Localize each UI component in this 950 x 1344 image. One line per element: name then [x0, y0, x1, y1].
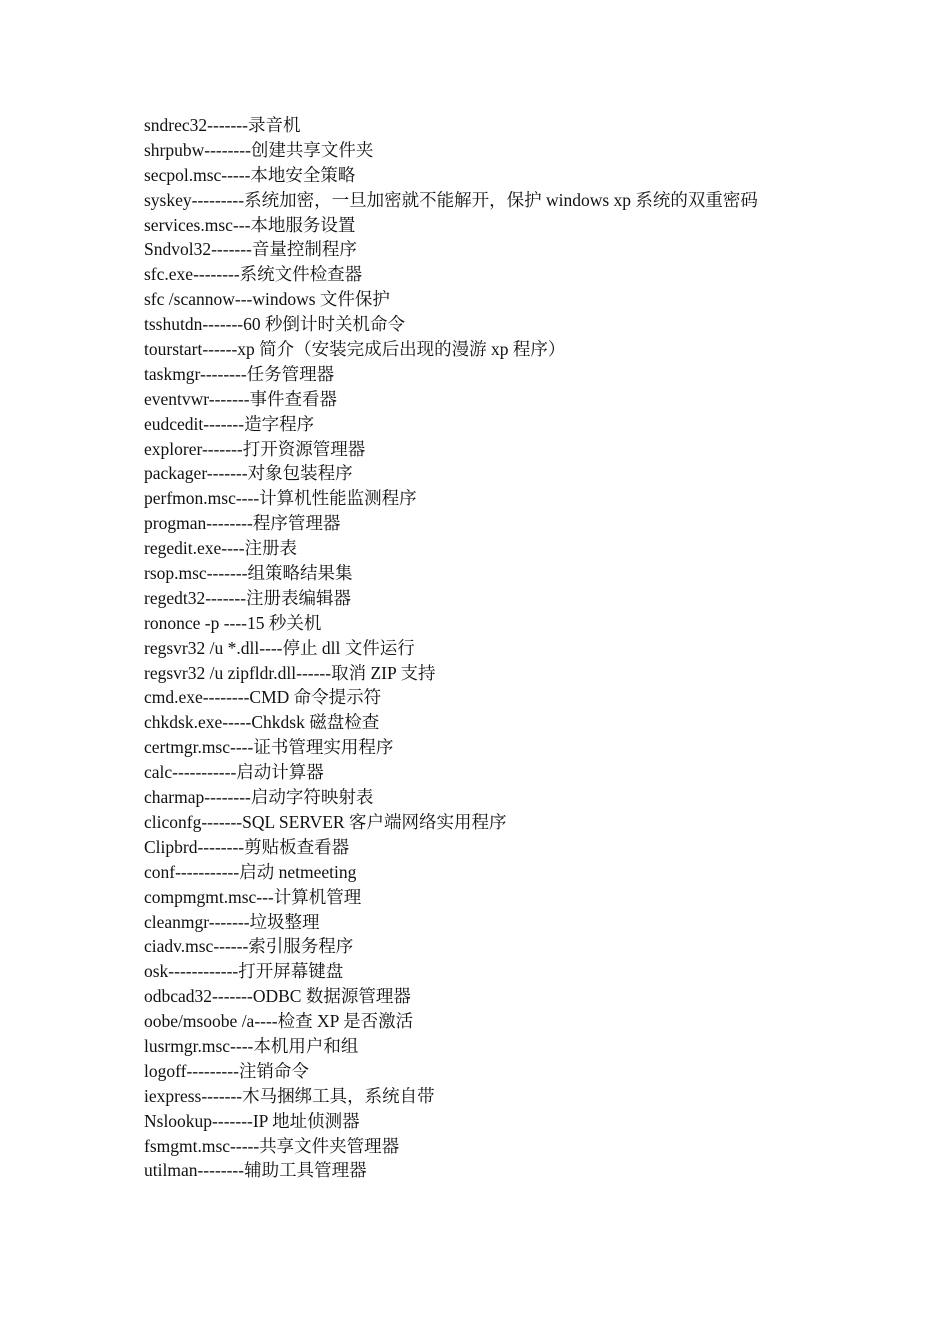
command-line: packager-------对象包装程序	[144, 463, 353, 484]
command-line: Nslookup-------IP 地址侦测器	[144, 1110, 360, 1131]
command-line: fsmgmt.msc-----共享文件夹管理器	[144, 1135, 400, 1156]
command-line: sfc /scannow---windows 文件保护	[144, 289, 390, 310]
command-line: rononce -p ----15 秒关机	[144, 612, 322, 633]
command-line: certmgr.msc----证书管理实用程序	[144, 737, 394, 758]
command-line: conf-----------启动 netmeeting	[144, 861, 357, 882]
command-line: eudcedit-------造字程序	[144, 413, 315, 434]
command-line: odbcad32-------ODBC 数据源管理器	[144, 986, 411, 1007]
command-line: shrpubw--------创建共享文件夹	[144, 139, 374, 160]
command-line: perfmon.msc----计算机性能监测程序	[144, 488, 417, 509]
command-line: sfc.exe--------系统文件检查器	[144, 264, 363, 285]
command-line: charmap--------启动字符映射表	[144, 787, 374, 808]
command-line: chkdsk.exe-----Chkdsk 磁盘检查	[144, 712, 380, 733]
command-line: logoff---------注销命令	[144, 1060, 309, 1081]
command-line: cliconfg-------SQL SERVER 客户端网络实用程序	[144, 811, 507, 832]
command-line: Sndvol32-------音量控制程序	[144, 239, 357, 260]
command-line: lusrmgr.msc----本机用户和组	[144, 1035, 359, 1056]
command-line: iexpress-------木马捆绑工具，系统自带	[144, 1085, 435, 1106]
command-line: regsvr32 /u zipfldr.dll------取消 ZIP 支持	[144, 662, 436, 683]
command-line: services.msc---本地服务设置	[144, 214, 356, 235]
command-line: calc-----------启动计算器	[144, 762, 324, 783]
command-line: taskmgr--------任务管理器	[144, 363, 335, 384]
command-line: tourstart------xp 简介（安装完成后出现的漫游 xp 程序）	[144, 339, 566, 360]
command-line: oobe/msoobe /a----检查 XP 是否激活	[144, 1011, 414, 1032]
command-line: Clipbrd--------剪贴板查看器	[144, 836, 350, 857]
command-line: regedit.exe----注册表	[144, 538, 298, 559]
command-line: syskey---------系统加密，一旦加密就不能解开，保护 windows xp 系统的双重密码	[144, 189, 758, 210]
command-line: explorer-------打开资源管理器	[144, 438, 366, 459]
command-line: progman--------程序管理器	[144, 513, 341, 534]
command-list	[144, 113, 924, 1183]
command-line: cmd.exe--------CMD 命令提示符	[144, 687, 382, 708]
command-line: eventvwr-------事件查看器	[144, 388, 338, 409]
command-line: osk------------打开屏幕键盘	[144, 961, 344, 982]
command-line: rsop.msc-------组策略结果集	[144, 563, 353, 584]
command-line: utilman--------辅助工具管理器	[144, 1160, 367, 1181]
command-line: regedt32-------注册表编辑器	[144, 587, 352, 608]
command-line: regsvr32 /u *.dll----停止 dll 文件运行	[144, 637, 415, 658]
command-line: sndrec32-------录音机	[144, 115, 301, 135]
command-line: compmgmt.msc---计算机管理	[144, 886, 362, 907]
command-line: ciadv.msc------索引服务程序	[144, 936, 354, 957]
command-line: cleanmgr-------垃圾整理	[144, 911, 320, 932]
command-line: tsshutdn-------60 秒倒计时关机命令	[144, 314, 406, 335]
command-line: secpol.msc-----本地安全策略	[144, 164, 356, 185]
